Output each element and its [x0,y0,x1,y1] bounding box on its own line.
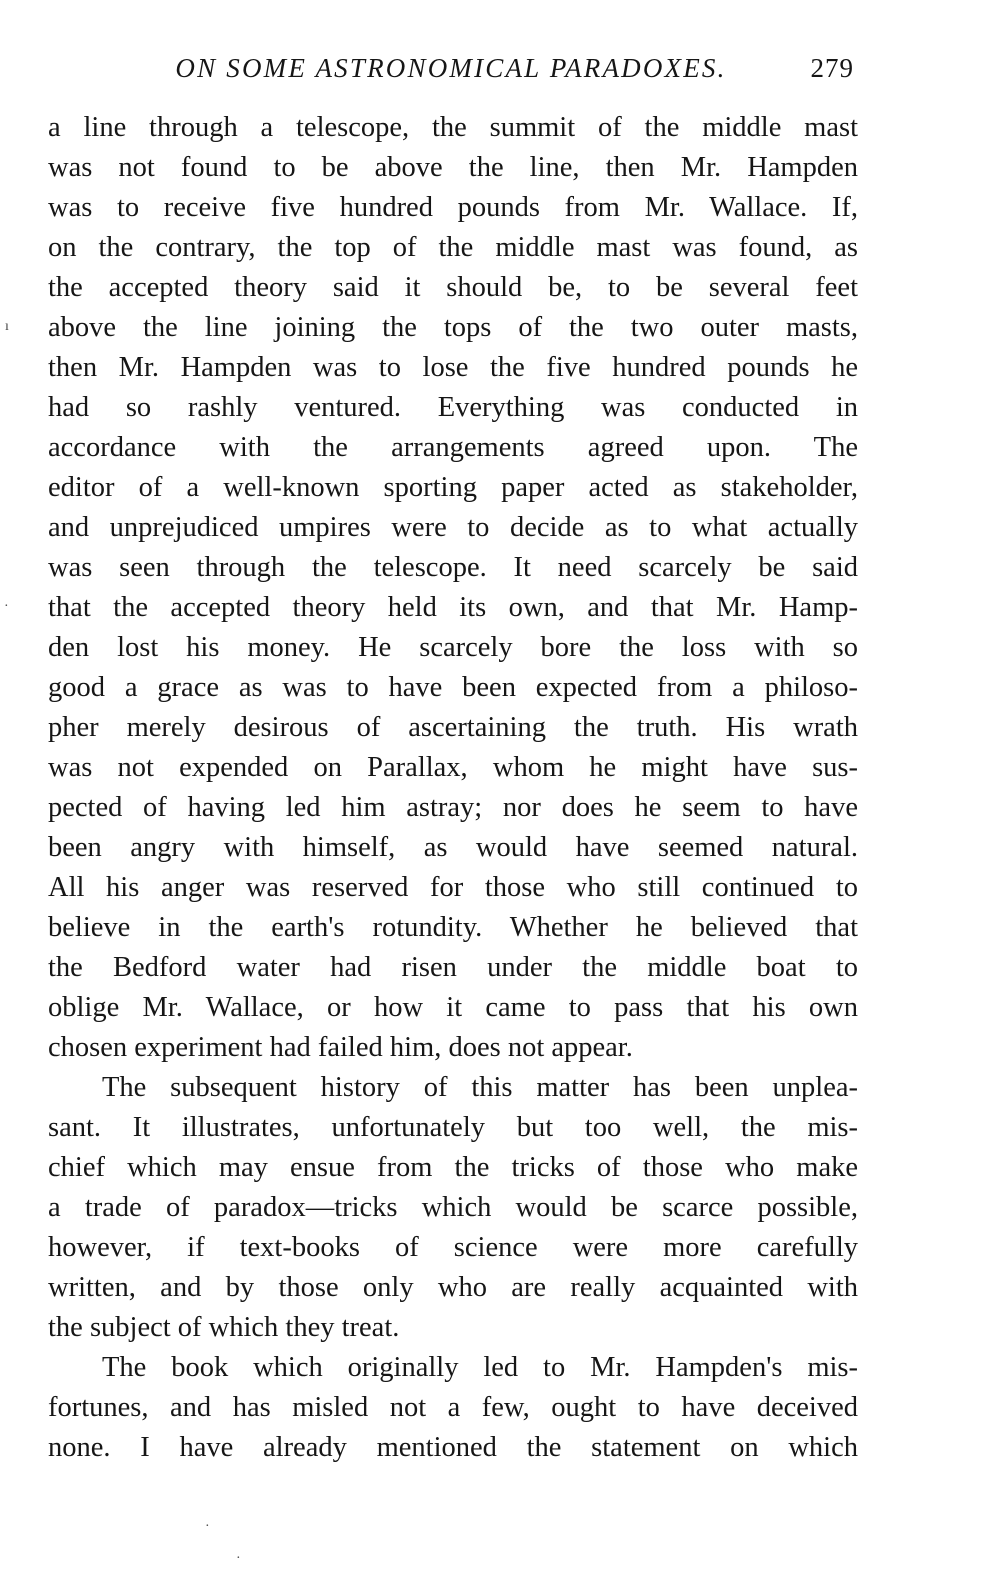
text-line: pher merely desirous of ascertaining the truth. His wrath [48,712,858,743]
paragraph [48,108,858,1068]
text-line: oblige Mr. Wallace, or how it came to pass that his own [48,992,858,1023]
margin-speck: · [4,599,9,614]
text-line: sant. It illustrates, unfortunately but too well, the mis- [48,1112,858,1143]
text-line: above the line joining the tops of the two outer masts, [48,312,858,343]
text-line: pected of having led him astray; nor does he seem to have [48,792,858,823]
text-line: chosen experiment had failed him, does not appear. [48,1032,633,1063]
page-number: 279 [810,53,854,83]
text-line: was seen through the telescope. It need scarcely be said [48,552,858,583]
text-line: was not expended on Parallax, whom he might have sus- [48,752,858,783]
text-line: then Mr. Hampden was to lose the five hundred pounds he [48,352,858,383]
text-line: believe in the earth's rotundity. Whether he believed that [48,912,858,943]
text-line: had so rashly ventured. Everything was conducted in [48,392,858,423]
text-line: the subject of which they treat. [48,1312,400,1343]
paragraph [48,1068,858,1348]
margin-speck: ı [5,319,9,334]
text-line: den lost his money. He scarcely bore the loss with so [48,632,858,663]
text-line: was not found to be above the line, then Mr. Hampden [48,152,858,183]
text-line: The subsequent history of this matter has been unplea- [102,1072,858,1103]
text-line: fortunes, and has misled not a few, ought to have deceived [48,1392,858,1423]
text-line: All his anger was reserved for those who still continued to [48,872,858,903]
text-line: a trade of paradox—tricks which would be scarce possible, [48,1192,858,1223]
text-line: however, if text-books of science were more carefully [48,1232,858,1263]
text-line: chief which may ensue from the tricks of those who make [48,1152,858,1183]
text-line: accordance with the arrangements agreed upon. The [48,432,858,463]
running-title: ON SOME ASTRONOMICAL PARADOXES. [175,53,727,83]
text-line: and unprejudiced umpires were to decide as to what actually [48,512,858,543]
text-line: editor of a well-known sporting paper acted as stakeholder, [48,472,858,503]
margin-speck: · [205,1519,210,1534]
text-line: the accepted theory said it should be, to be several feet [48,272,858,303]
text-line: The book which originally led to Mr. Hampden's mis- [102,1352,858,1383]
running-head [48,48,854,88]
text-line: on the contrary, the top of the middle mast was found, as [48,232,858,263]
text-line: was to receive five hundred pounds from Mr. Wallace. If, [48,192,858,223]
text-line: good a grace as was to have been expected from a philoso- [48,672,858,703]
margin-speck: · [236,1551,241,1566]
text-line: none. I have already mentioned the statement on which [48,1432,858,1463]
text-line: a line through a telescope, the summit of the middle mast [48,112,858,143]
text-line: written, and by those only who are really acquainted with [48,1272,858,1303]
text-line: the Bedford water had risen under the middle boat to [48,952,858,983]
text-line: been angry with himself, as would have seemed natural. [48,832,858,863]
body-text [48,108,858,1468]
text-line: that the accepted theory held its own, and that Mr. Hamp- [48,592,858,623]
paragraph [48,1348,858,1468]
